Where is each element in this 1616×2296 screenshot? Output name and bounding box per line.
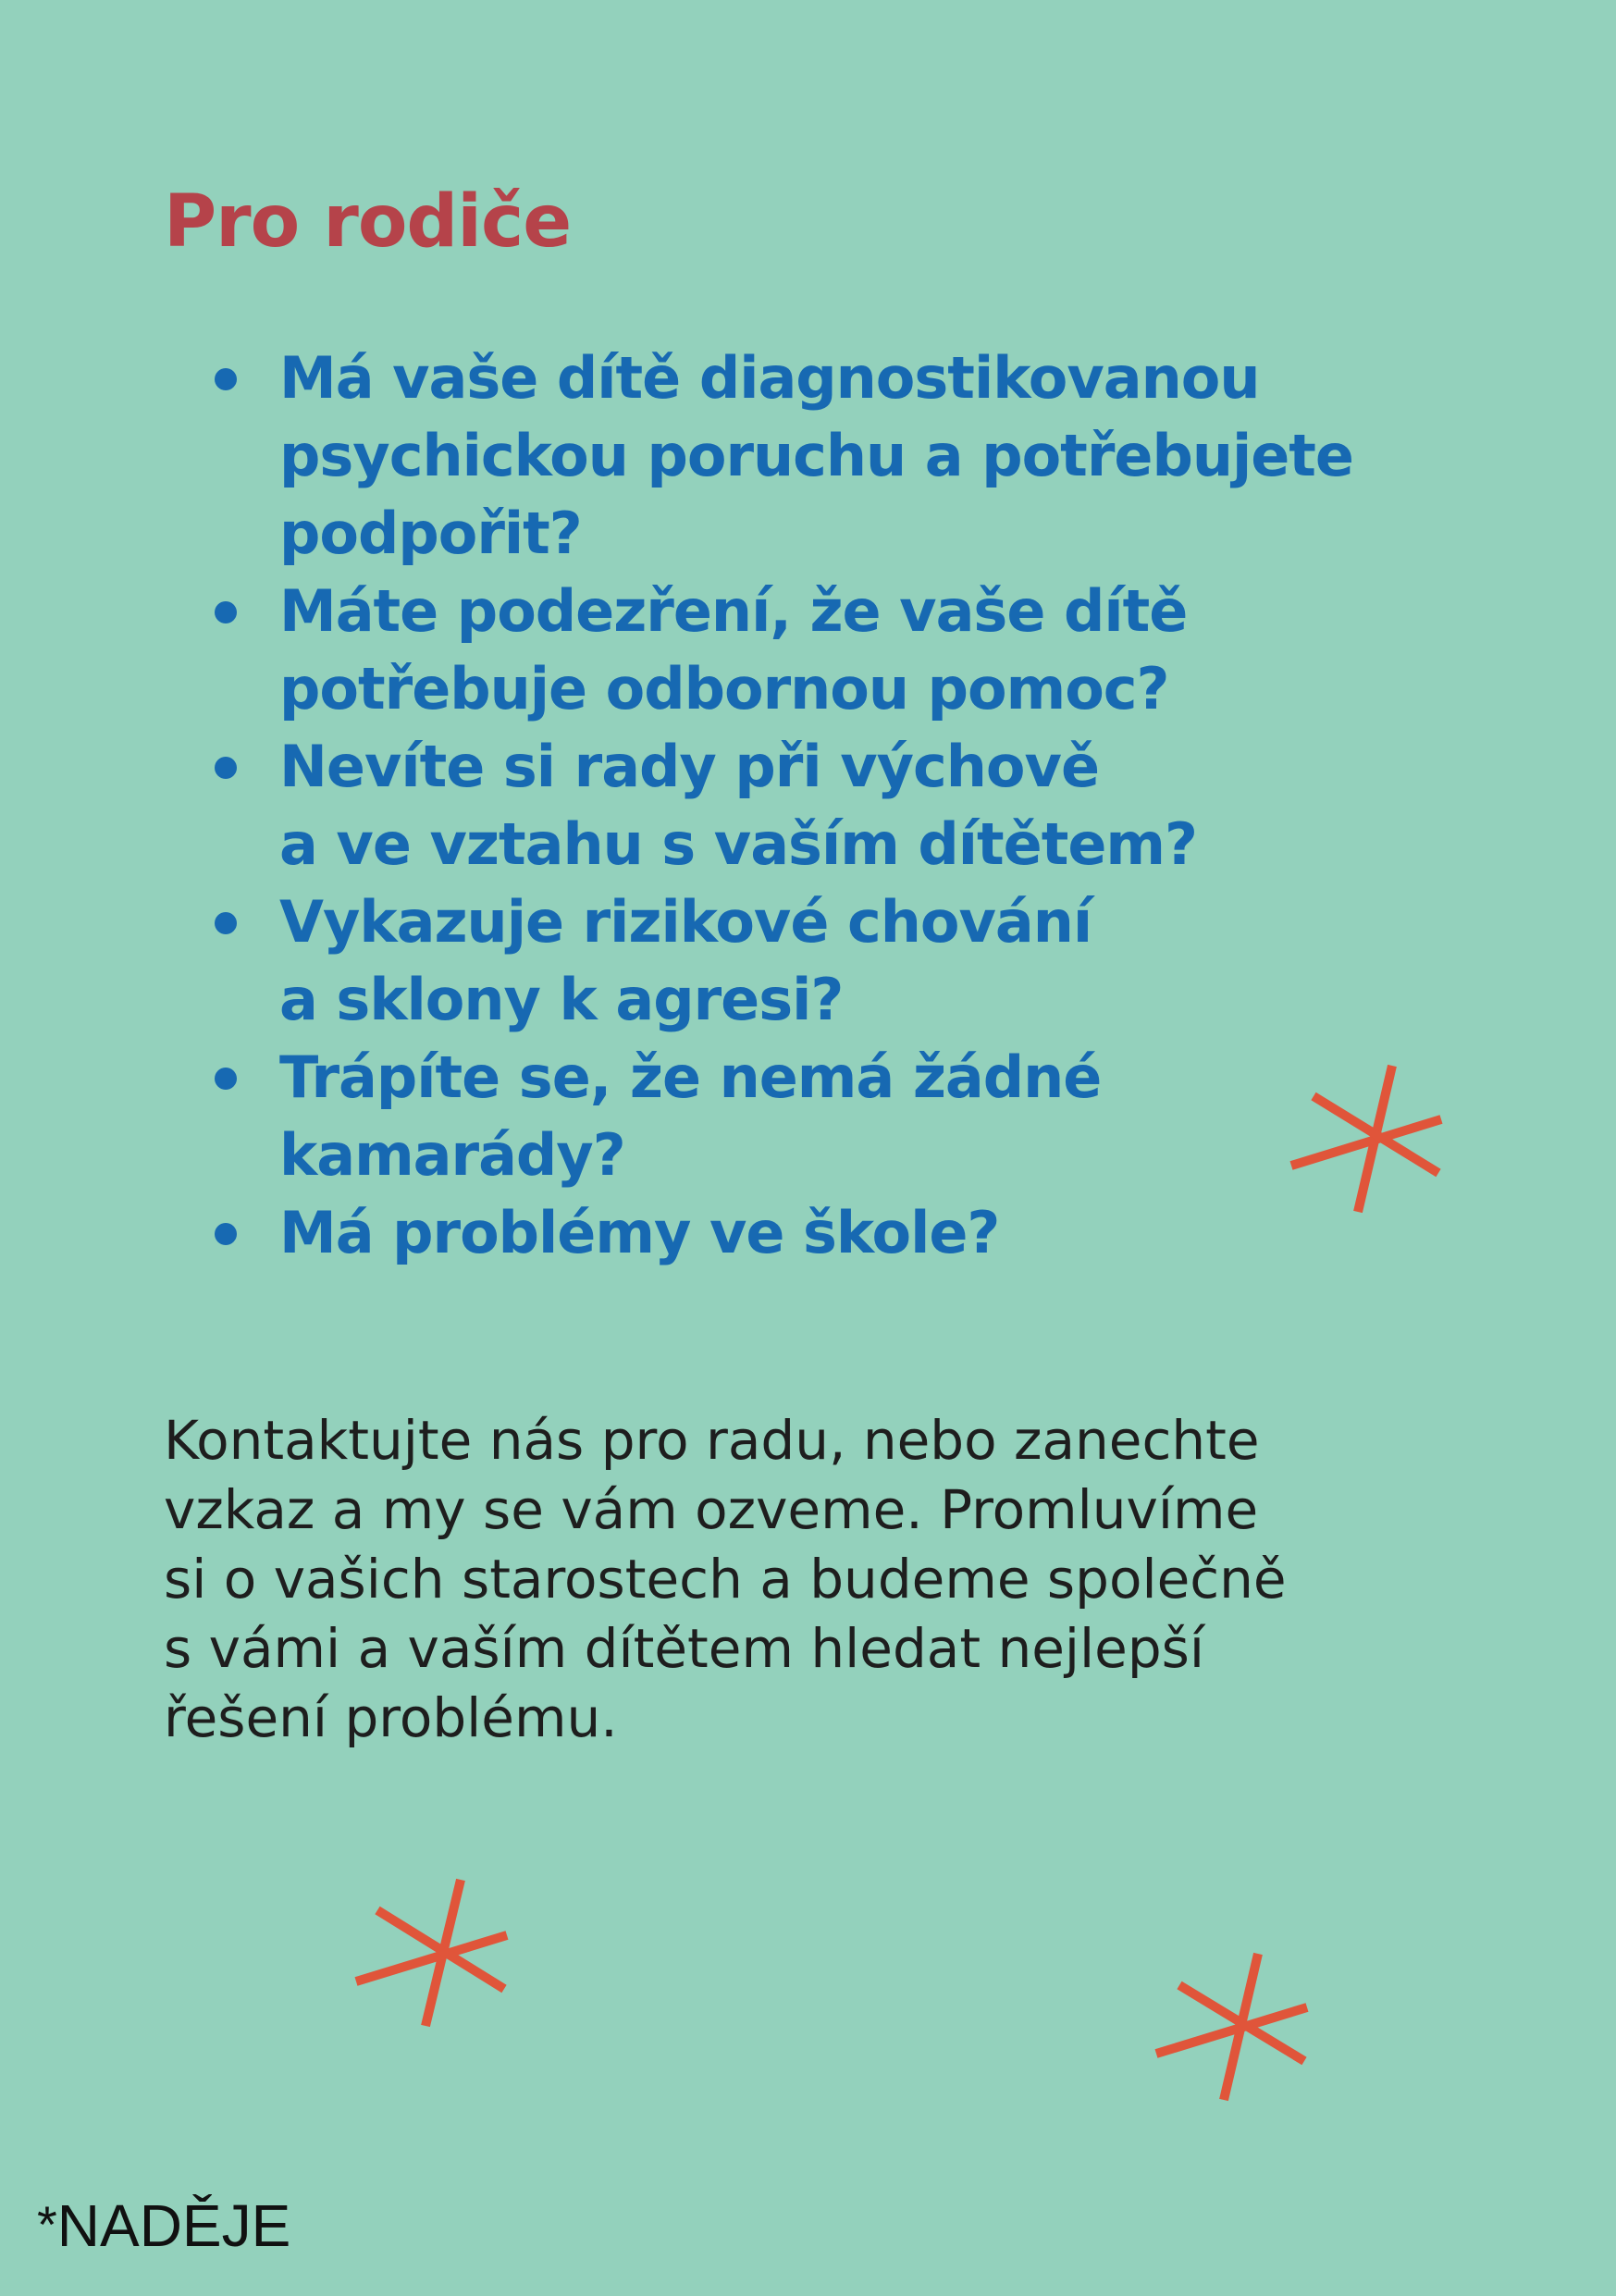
- asterisk-icon: [1152, 1952, 1318, 2109]
- question-line: Máte podezření, že vaše dítě: [279, 577, 1188, 645]
- brand-logo: [37, 2189, 290, 2265]
- list-item: [279, 728, 1574, 883]
- question-line: psychickou poruchu a potřebujete: [279, 422, 1353, 489]
- asterisk-icon: [352, 1878, 518, 2035]
- bullet-icon: [215, 1068, 237, 1090]
- question-line: a ve vztahu s vaším dítětem?: [279, 810, 1197, 878]
- list-item: [279, 573, 1574, 728]
- question-line: Trápíte se, že nemá žádné: [279, 1043, 1102, 1111]
- question-line: a sklony k agresi?: [279, 966, 844, 1033]
- contact-line: vzkaz a my se vám ozveme. Promluvíme: [164, 1478, 1259, 1541]
- question-line: Vykazuje rizikové chování: [279, 888, 1092, 956]
- question-line: kamarády?: [279, 1121, 625, 1189]
- list-item: [279, 883, 1574, 1039]
- brand-mark: *: [37, 2195, 57, 2253]
- contact-line: řešení problému.: [164, 1686, 618, 1749]
- contact-paragraph: [164, 1406, 1505, 1753]
- list-item: [279, 339, 1574, 573]
- contact-line: si o vašich starostech a budeme společně: [164, 1548, 1287, 1611]
- page-title: Pro rodiče: [164, 180, 572, 264]
- bullet-icon: [215, 368, 237, 390]
- asterisk-icon: [1286, 1064, 1452, 1221]
- contact-line: Kontaktujte nás pro radu, nebo zanechte: [164, 1409, 1260, 1472]
- brand-name: NADĚJE: [56, 2192, 291, 2259]
- question-line: Má vaše dítě diagnostikovanou: [279, 344, 1260, 412]
- bullet-icon: [215, 912, 237, 934]
- question-line: potřebuje odbornou pomoc?: [279, 655, 1169, 722]
- bullet-icon: [215, 757, 237, 779]
- question-line: Nevíte si rady při výchově: [279, 733, 1099, 800]
- contact-line: s vámi a vaším dítětem hledat nejlepší: [164, 1617, 1204, 1680]
- bullet-icon: [215, 1223, 237, 1245]
- question-line: Má problémy ve škole?: [279, 1199, 1000, 1266]
- bullet-icon: [215, 601, 237, 623]
- question-line: podpořit?: [279, 500, 582, 567]
